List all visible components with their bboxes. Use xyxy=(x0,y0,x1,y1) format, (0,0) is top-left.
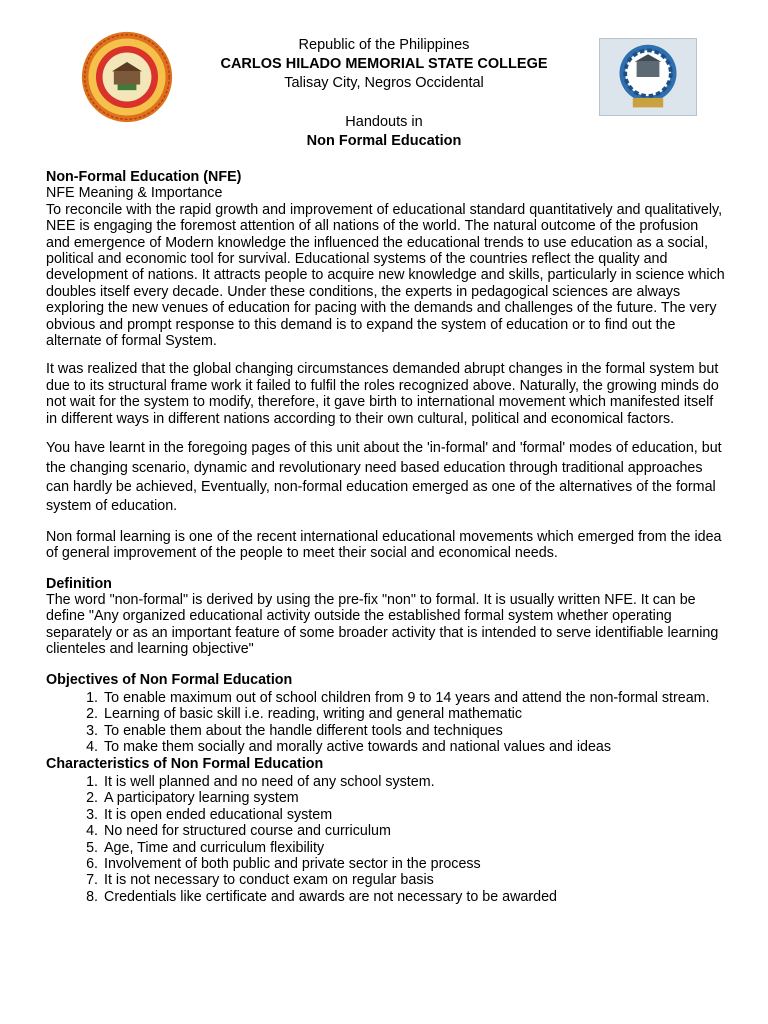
document-body xyxy=(46,169,726,905)
handout-title-block xyxy=(0,113,768,151)
objectives-list xyxy=(46,690,726,756)
list-item: 8. Credentials like certificate and awards are not necessary to be awarded xyxy=(102,889,726,905)
section-subtitle-nfe: NFE Meaning & Importance xyxy=(46,185,223,202)
handout-subject: Non Formal Education xyxy=(306,133,462,149)
list-item: 1. To enable maximum out of school children from 9 to 14 years and attend the non-formal stream. xyxy=(102,690,726,706)
list-item: 3. To enable them about the handle different tools and techniques xyxy=(102,723,726,739)
objectives-title: Objectives of Non Formal Education xyxy=(46,671,293,688)
paragraph-2: It was realized that the global changing circumstances demanded abrupt changes in the formal system but due to its structural frame work it failed to fulfil the roles recognized above. Naturally, the growing minds do not wait for the system to modify, therefore, it gave birth to international movement which manifested itself in different ways in different nations according to their own cultural, political and economical factors. xyxy=(46,361,719,427)
definition-text: The word "non-formal" is derived by using the pre-fix "non" to formal. It is usually written NFE. It can be define "Any organized educational activity outside the established formal system whether operating separately or as an important feature of some broader activity that is intended to serve identifiable learning clienteles and learning objective" xyxy=(46,591,719,658)
paragraph-1: To reconcile with the rapid growth and improvement of educational standard quantitatively and qualitatively, NEE is engaging the foremost attention of all nations of the world. The natural outcome of the profusion and emergence of Modern knowledge the influenced the educational trends to use education as a social, political and economic tool for survival. Educational systems of the countries reflect the quality and development of nations. It attracts people to acquire new knowledge and skills, particularly in science which doubles itself every decade. Under these conditions, the experts in pedagogical sciences are always exploring the new venues of education for pacing with the demands and challenges of the future. The very obvious and prompt response to this demand is to expand the system of education or to find out the alternate of formal System. xyxy=(46,201,725,350)
list-item: 7. It is not necessary to conduct exam on regular basis xyxy=(102,872,726,888)
document-header xyxy=(0,36,768,93)
list-item: 2. A participatory learning system xyxy=(102,790,726,806)
list-item: 3. It is open ended educational system xyxy=(102,807,726,823)
characteristics-title: Characteristics of Non Formal Education xyxy=(46,755,324,772)
section-title-nfe: Non-Formal Education (NFE) xyxy=(46,169,242,185)
handout-label: Handouts in xyxy=(345,114,423,130)
list-item: 6. Involvement of both public and private sector in the process xyxy=(102,856,726,872)
paragraph-3: You have learnt in the foregoing pages of this unit about the 'in-formal' and 'formal' modes of education, but the changing scenario, dynamic and revolutionary need based education through traditional approaches can hardly be achieved, Eventually, non-formal education emerged as one of the alternatives of the formal system of education. xyxy=(46,440,722,515)
definition-title: Definition xyxy=(46,575,112,592)
college-name: CARLOS HILADO MEMORIAL STATE COLLEGE xyxy=(220,56,548,72)
list-item: 5. Age, Time and curriculum flexibility xyxy=(102,840,726,856)
paragraph-4: Non formal learning is one of the recent international educational movements which emerged from the idea of general improvement of the people to meet their social and economical needs. xyxy=(46,528,722,562)
list-item: 4. No need for structured course and curriculum xyxy=(102,823,726,839)
list-item: 2. Learning of basic skill i.e. reading, writing and general mathematic xyxy=(102,706,726,722)
list-item: 4. To make them socially and morally active towards and national values and ideas xyxy=(102,739,726,755)
characteristics-list xyxy=(46,774,726,905)
republic-line: Republic of the Philippines xyxy=(298,37,470,53)
list-item: 1. It is well planned and no need of any school system. xyxy=(102,774,726,790)
college-location: Talisay City, Negros Occidental xyxy=(284,75,484,91)
